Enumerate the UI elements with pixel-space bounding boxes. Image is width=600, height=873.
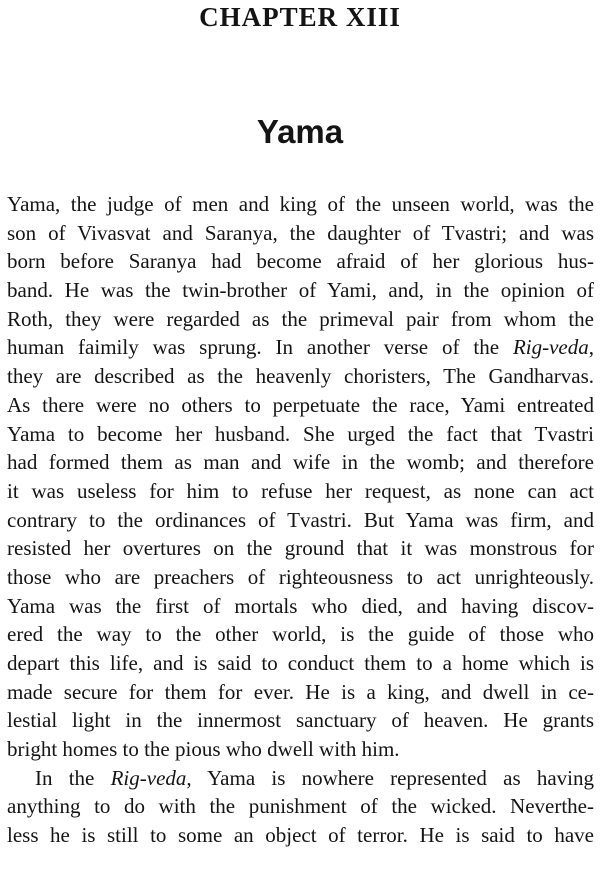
chapter-heading: CHAPTER XIII	[199, 2, 401, 32]
text-line	[7, 678, 594, 707]
text-segment: ,	[588, 335, 594, 360]
text-segment: Yama to become her husband. She urged the fact that Tvastri	[7, 421, 594, 446]
text-segment: anything to do with the punishment of the wicked. Neverthe-	[7, 794, 594, 819]
chapter-title: Yama	[256, 113, 344, 150]
text-line	[7, 563, 594, 592]
paragraph	[7, 190, 594, 764]
text-line	[7, 620, 594, 649]
text-line	[7, 477, 594, 506]
body-text	[7, 190, 594, 850]
text-segment: Roth, they were regarded as the primeval pair from whom the	[7, 306, 594, 331]
paragraph	[7, 764, 594, 850]
text-line	[7, 649, 594, 678]
text-line	[7, 764, 594, 793]
text-segment: lestial light in the innermost sanctuary of heaven. He grants	[7, 708, 594, 733]
text-segment: son of Vivasvat and Saranya, the daughter of Tvastri; and was	[7, 220, 594, 245]
text-line	[7, 735, 594, 764]
text-segment: In the	[35, 765, 111, 790]
text-line	[7, 362, 594, 391]
text-line	[7, 276, 594, 305]
text-line	[7, 333, 594, 362]
text-segment: they are described as the heavenly choristers, The Gandharvas.	[7, 364, 594, 389]
italic-title: Rig-veda	[110, 765, 187, 790]
text-segment: , Yama is nowhere represented as having	[186, 765, 594, 790]
text-line	[7, 391, 594, 420]
text-segment: resisted her overtures on the ground that it was monstrous for	[7, 536, 594, 561]
text-segment: those who are preachers of righteousness to act unrighteously.	[7, 564, 594, 589]
italic-title: Rig-veda	[512, 335, 589, 360]
text-line	[7, 420, 594, 449]
text-line	[7, 592, 594, 621]
text-line	[7, 706, 594, 735]
text-line	[7, 534, 594, 563]
text-line	[7, 190, 594, 219]
text-line	[7, 219, 594, 248]
text-segment: bright homes to the pious who dwell with him.	[7, 737, 400, 762]
text-line	[7, 821, 594, 850]
text-segment: made secure for them for ever. He is a king, and dwell in ce-	[7, 679, 594, 704]
text-segment: born before Saranya had become afraid of her glorious hus-	[7, 249, 594, 274]
text-segment: contrary to the ordinances of Tvastri. But Yama was firm, and	[7, 507, 594, 532]
text-segment: depart this life, and is said to conduct them to a home which is	[7, 651, 594, 675]
text-line	[7, 506, 594, 535]
text-segment: had formed them as man and wife in the womb; and therefore	[7, 450, 594, 475]
text-segment: it was useless for him to refuse her request, as none can act	[7, 478, 594, 503]
text-segment: less he is still to some an object of terror. He is said to have	[7, 823, 594, 848]
text-line	[7, 448, 594, 477]
text-segment: human faimily was sprung. In another verse of the	[7, 335, 513, 360]
text-line	[7, 247, 594, 276]
text-line	[7, 792, 594, 821]
text-segment: As there were no others to perpetuate the race, Yami entreated	[7, 392, 594, 417]
text-segment: Yama was the first of mortals who died, and having discov-	[7, 593, 594, 618]
text-line	[7, 305, 594, 334]
text-segment: ered the way to the other world, is the guide of those who	[7, 622, 594, 647]
text-segment: band. He was the twin-brother of Yami, and, in the opinion of	[7, 278, 594, 303]
text-segment: Yama, the judge of men and king of the unseen world, was the	[7, 192, 594, 216]
